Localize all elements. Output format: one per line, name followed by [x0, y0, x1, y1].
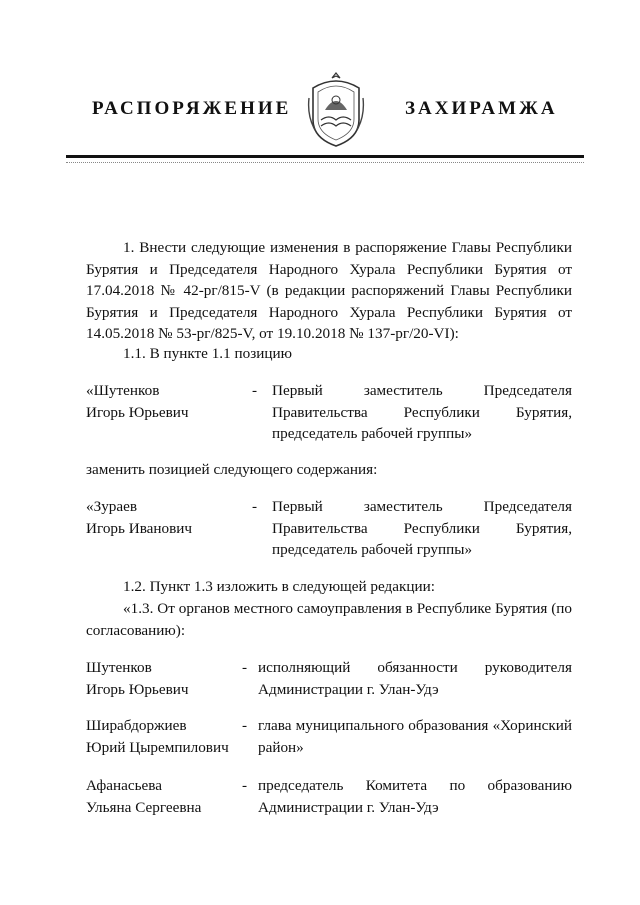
entry-old-surname: «Шутенков	[86, 382, 160, 399]
entry-old-description: Первый заместитель Председателя Правительства Республики Бурятия, председатель рабочей группы»	[272, 382, 572, 442]
member-2-dash: -	[242, 717, 248, 734]
paragraph-1-1	[86, 343, 572, 365]
paragraph-1-1-text: 1.1. В пункте 1.1 позицию	[123, 345, 292, 362]
member-2-given-name: Юрий Цыремпилович	[86, 738, 229, 756]
paragraph-1-3	[86, 598, 572, 641]
entry-old	[86, 380, 572, 446]
paragraph-1-3-text: «1.3. От органов местного самоуправления в Республике Бурятия (по согласованию):	[86, 600, 572, 639]
header-dotted-divider	[66, 162, 584, 163]
entry-new-description: Первый заместитель Председателя Правительства Республики Бурятия, председатель рабочей группы»	[272, 498, 572, 558]
member-1-person	[86, 657, 256, 700]
entry-new-person	[86, 496, 256, 539]
header-divider	[66, 155, 584, 158]
entry-new-surname: «Зураев	[86, 498, 138, 515]
member-row-1	[86, 657, 572, 701]
paragraph-1-2-text: 1.2. Пункт 1.3 изложить в следующей редакции:	[123, 578, 436, 595]
member-3-surname: Афанасьева	[86, 777, 162, 794]
header-title-buryat: ЗАХИРАМЖА	[405, 98, 558, 119]
entry-new-dash: -	[252, 498, 258, 515]
member-3-description: председатель Комитета по образованию Администрации г. Улан-Удэ	[258, 777, 572, 816]
entry-old-dash: -	[252, 382, 258, 399]
header-title-russian: РАСПОРЯЖЕНИЕ	[92, 98, 292, 119]
member-1-given-name: Игорь Юрьевич	[86, 680, 189, 698]
member-3-dash: -	[242, 777, 248, 794]
entry-old-person	[86, 380, 256, 423]
replace-paragraph-text: заменить позицией следующего содержания:	[86, 461, 378, 478]
document-header	[0, 70, 640, 160]
entry-new-given-name: Игорь Иванович	[86, 519, 193, 537]
member-row-3	[86, 775, 572, 819]
member-2-surname: Ширабдоржиев	[86, 717, 187, 734]
entry-old-given-name: Игорь Юрьевич	[86, 403, 189, 421]
member-1-surname: Шутенков	[86, 659, 152, 676]
member-1-description: исполняющий обязанности руководителя Администрации г. Улан-Удэ	[258, 659, 572, 698]
member-2-person	[86, 715, 256, 758]
member-2-description: глава муниципального образования «Хоринский район»	[258, 717, 572, 756]
paragraph-1	[86, 237, 572, 345]
paragraph-1-2	[86, 576, 572, 598]
replace-paragraph	[86, 459, 572, 481]
member-row-2	[86, 715, 572, 759]
entry-new	[86, 496, 572, 562]
member-1-dash: -	[242, 659, 248, 676]
paragraph-1-text: 1. Внести следующие изменения в распоряжение Главы Республики Бурятия и Председателя Народного Хурала Республики Бурятия от 17.04.2018 № 42-рг/815-V (в редакции распоряжений Главы Республики Бурятия и Председателя Народного Хурала Республики Бурятия от 14.05.2018 № 53-рг/825-V, от 19.10.2018 № 137-рг/20-VI):	[86, 239, 572, 342]
member-3-given-name: Ульяна Сергеевна	[86, 798, 202, 816]
coat-of-arms-icon	[305, 70, 367, 150]
member-3-person	[86, 775, 256, 818]
